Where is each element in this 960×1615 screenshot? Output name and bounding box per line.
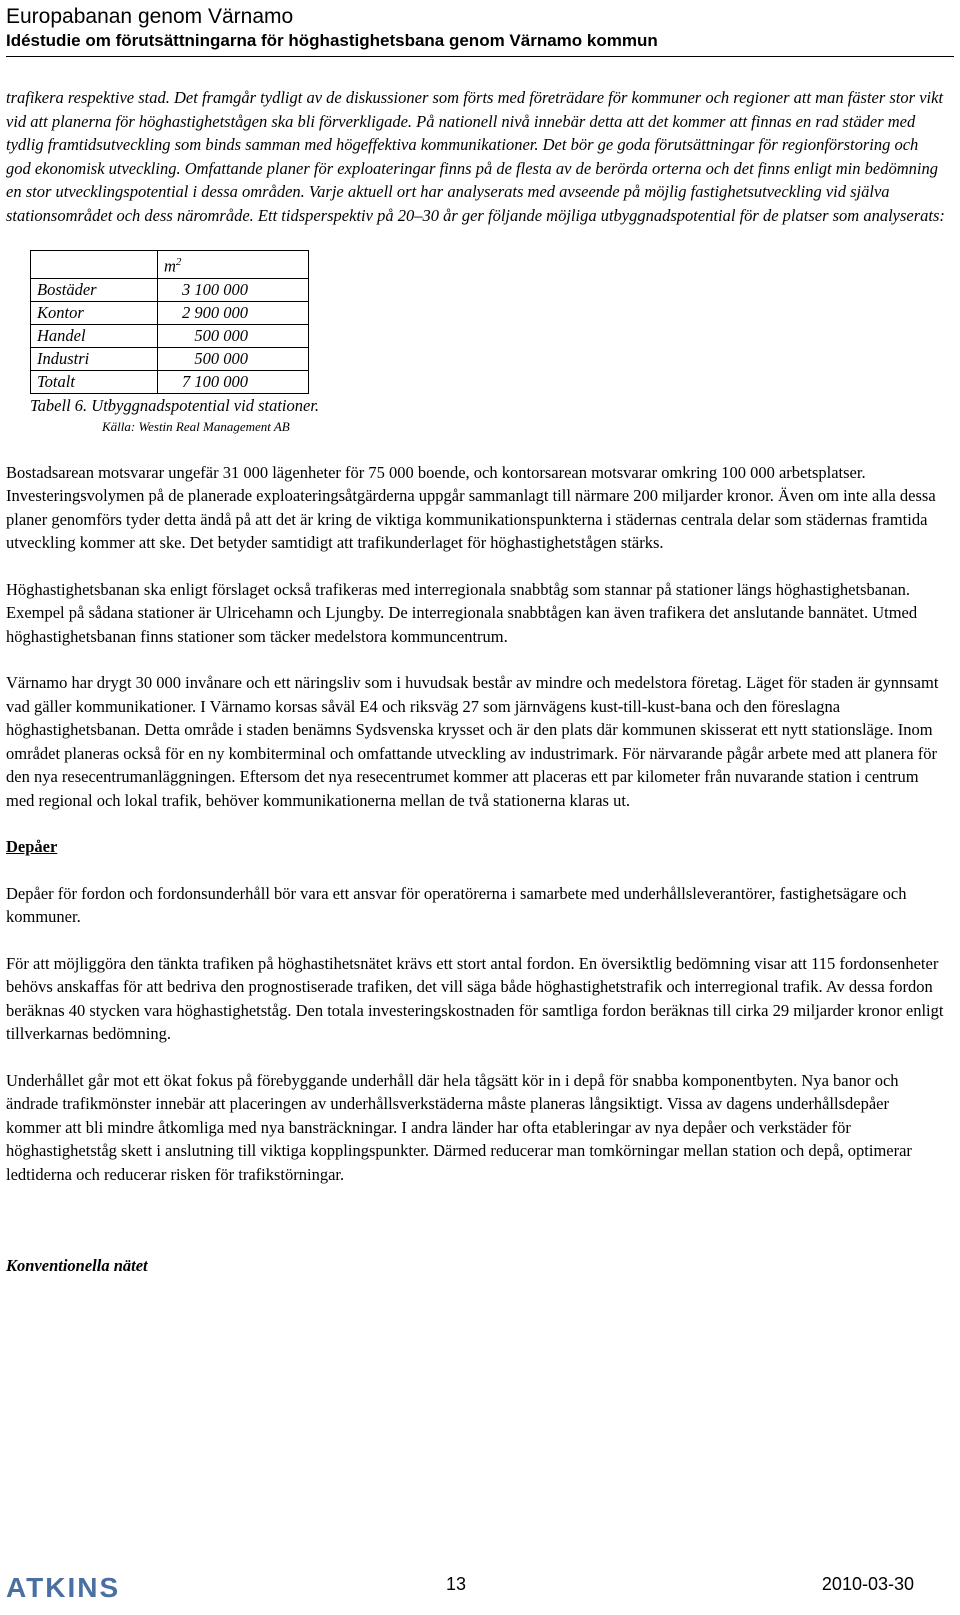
table-row <box>31 324 309 347</box>
table-caption: Tabell 6. Utbyggnadspotential vid stationer. <box>30 395 320 415</box>
table-row-label: Industri <box>31 347 158 370</box>
table-row <box>31 278 309 301</box>
table-row-value: 3 100 000 <box>158 278 309 301</box>
page-header <box>6 0 954 52</box>
table-row-label: Bostäder <box>31 278 158 301</box>
document-subtitle: Idéstudie om förutsättningarna för höghastighetsbana genom Värnamo kommun <box>6 31 658 50</box>
footer-date: 2010-03-30 <box>821 1574 914 1594</box>
document-title: Europabanan genom Värnamo <box>6 5 294 28</box>
body-paragraph: För att möjliggöra den tänkta trafiken på höghastihetsnätet krävs ett stort antal fordon. En översiktlig bedömning visar att 115 fordonsenheter behövs anskaffas för att bedriva den prognostiserade trafiken, det vill säga både höghastighetstrafik och interregional trafik. Av dessa fordon beräknas 40 stycken vara höghastighetståg. Den totala investeringskostnaden för samtliga fordon beräknas till cirka 29 miljarder kronor enligt tillverkarnas bedömning. <box>6 953 944 1043</box>
table-row-value: 500 000 <box>158 347 309 370</box>
table-row <box>31 370 309 393</box>
table-row <box>31 347 309 370</box>
page-number: 13 <box>446 1574 467 1594</box>
body-paragraph: Höghastighetsbanan ska enligt förslaget också trafikeras med interregionala snabbtåg som stannar på stationer längs höghastighetsbanan. Exempel på sådana stationer är Ulricehamn och Ljungby. De interregionala snabbtågen kan även trafikera det anslutande bannätet. Utmed höghastighetsbanan finns stationer som täcker medelstora kommuncentrum. <box>6 579 918 646</box>
body-paragraph: Underhållet går mot ett ökat fokus på förebyggande underhåll där hela tågsätt kör in i depå för snabba komponentbyten. Nya banor och ändrade trafikmönster innebär att placeringen av underhållsverkstäderna måste planeras långsiktigt. Vissa av dagens underhållsdepåer kommer att bli mindre åtkomliga med nya bansträckningar. I andra länder har ofta etableringar av nya depåer och verkstäder för höghastighetståg skett i anslutning till viktiga kopplingspunkter. Därmed reducerar man tomkörningar mellan station och depå, optimerar ledtiderna och reducerar risken för trafikstörningar. <box>6 1070 912 1184</box>
table-row-label: Kontor <box>31 301 158 324</box>
page-footer <box>6 1570 954 1610</box>
body-paragraph: Bostadsarean motsvarar ungefär 31 000 lägenheter för 75 000 boende, och kontorsarean motsvarar omkring 100 000 arbetsplatser. Investeringsvolymen på de planerade exploateringsåtgärderna uppgår sammanlagt till närmare 200 miljarder kronor. Även om inte alla dessa planer genomförs tyder detta ändå på att det är kring de viktiga kommunikationspunkterna i städernas centrala delar som städernas framtida utveckling kommer att ske. Det betyder samtidigt att trafikunderlaget för höghastighetstågen stärks. <box>6 462 936 552</box>
table-header-empty <box>31 251 158 279</box>
table-row-value: 7 100 000 <box>158 370 309 393</box>
table-source: Källa: Westin Real Management AB <box>102 418 290 434</box>
table-row <box>31 301 309 324</box>
table-row-value: 2 900 000 <box>158 301 309 324</box>
section-heading-depaer: Depåer <box>6 837 58 856</box>
table-row-label: Handel <box>31 324 158 347</box>
table-unit: $m^2$ <box>158 251 309 279</box>
section-heading-konventionella: Konventionella nätet <box>6 1256 148 1275</box>
table-row-value: 500 000 <box>158 324 309 347</box>
body-paragraph: Värnamo har drygt 30 000 invånare och ett näringsliv som i huvudsak består av mindre och medelstora företag. Läget för staden är gynnsamt vad gäller kommunikationer. I Värnamo korsas såväl E4 och riksväg 27 som järnvägens kust-till-kust-bana och den föreslagna höghastighetsbanan. Detta område i staden benämns Sydsvenska krysset och är den plats där kommunen skisserat ett nytt stationsläge. Inom området planeras också för en ny kombiterminal och omfattande utveckling av industrimark. För närvarande pågår arbete med att planera för den nya resecentrumanläggningen. Eftersom det nya resecentrumet kommer att placeras ett par kilometer från nuvarande station i centrum med regional och lokal trafik, behöver kommunikationerna mellan de två stationerna klaras ut. <box>6 673 939 810</box>
potential-table <box>30 250 309 394</box>
page-body <box>6 86 946 1301</box>
atkins-logo: ATKINS <box>6 1572 121 1603</box>
header-divider <box>6 56 954 57</box>
table-row-label: Totalt <box>31 370 158 393</box>
table-header-row <box>31 251 309 279</box>
body-paragraph: Depåer för fordon och fordonsunderhåll bör vara ett ansvar för operatörerna i samarbete med underhållsleverantörer, fastighetsägare och kommuner. <box>6 883 907 926</box>
intro-paragraph: trafikera respektive stad. Det framgår tydligt av de diskussioner som förts med företrädare för kommuner och regioner att man fäster stor vikt vid att planerna för höghastighetstågen ska bli förverkligade. På nationell nivå innebär detta att det kommer att finnas en rad städer med tydlig framtidsutveckling som binds samman med högeffektiva kommunikationer. Det bör ge goda förutsättningar för regionförstoring och god ekonomisk utveckling. Omfattande planer för exploateringar finns på de flesta av de berörda orterna och det finns enligt min bedömning en stor utvecklingspotential i dessa områden. Varje aktuell ort har analyserats med avseende på möjlig fastighetsutveckling vid själva stationsområdet och dess närområde. Ett tidsperspektiv på 20–30 år ger följande möjliga utbyggnadspotential för de platser som analyserats: <box>6 88 945 225</box>
